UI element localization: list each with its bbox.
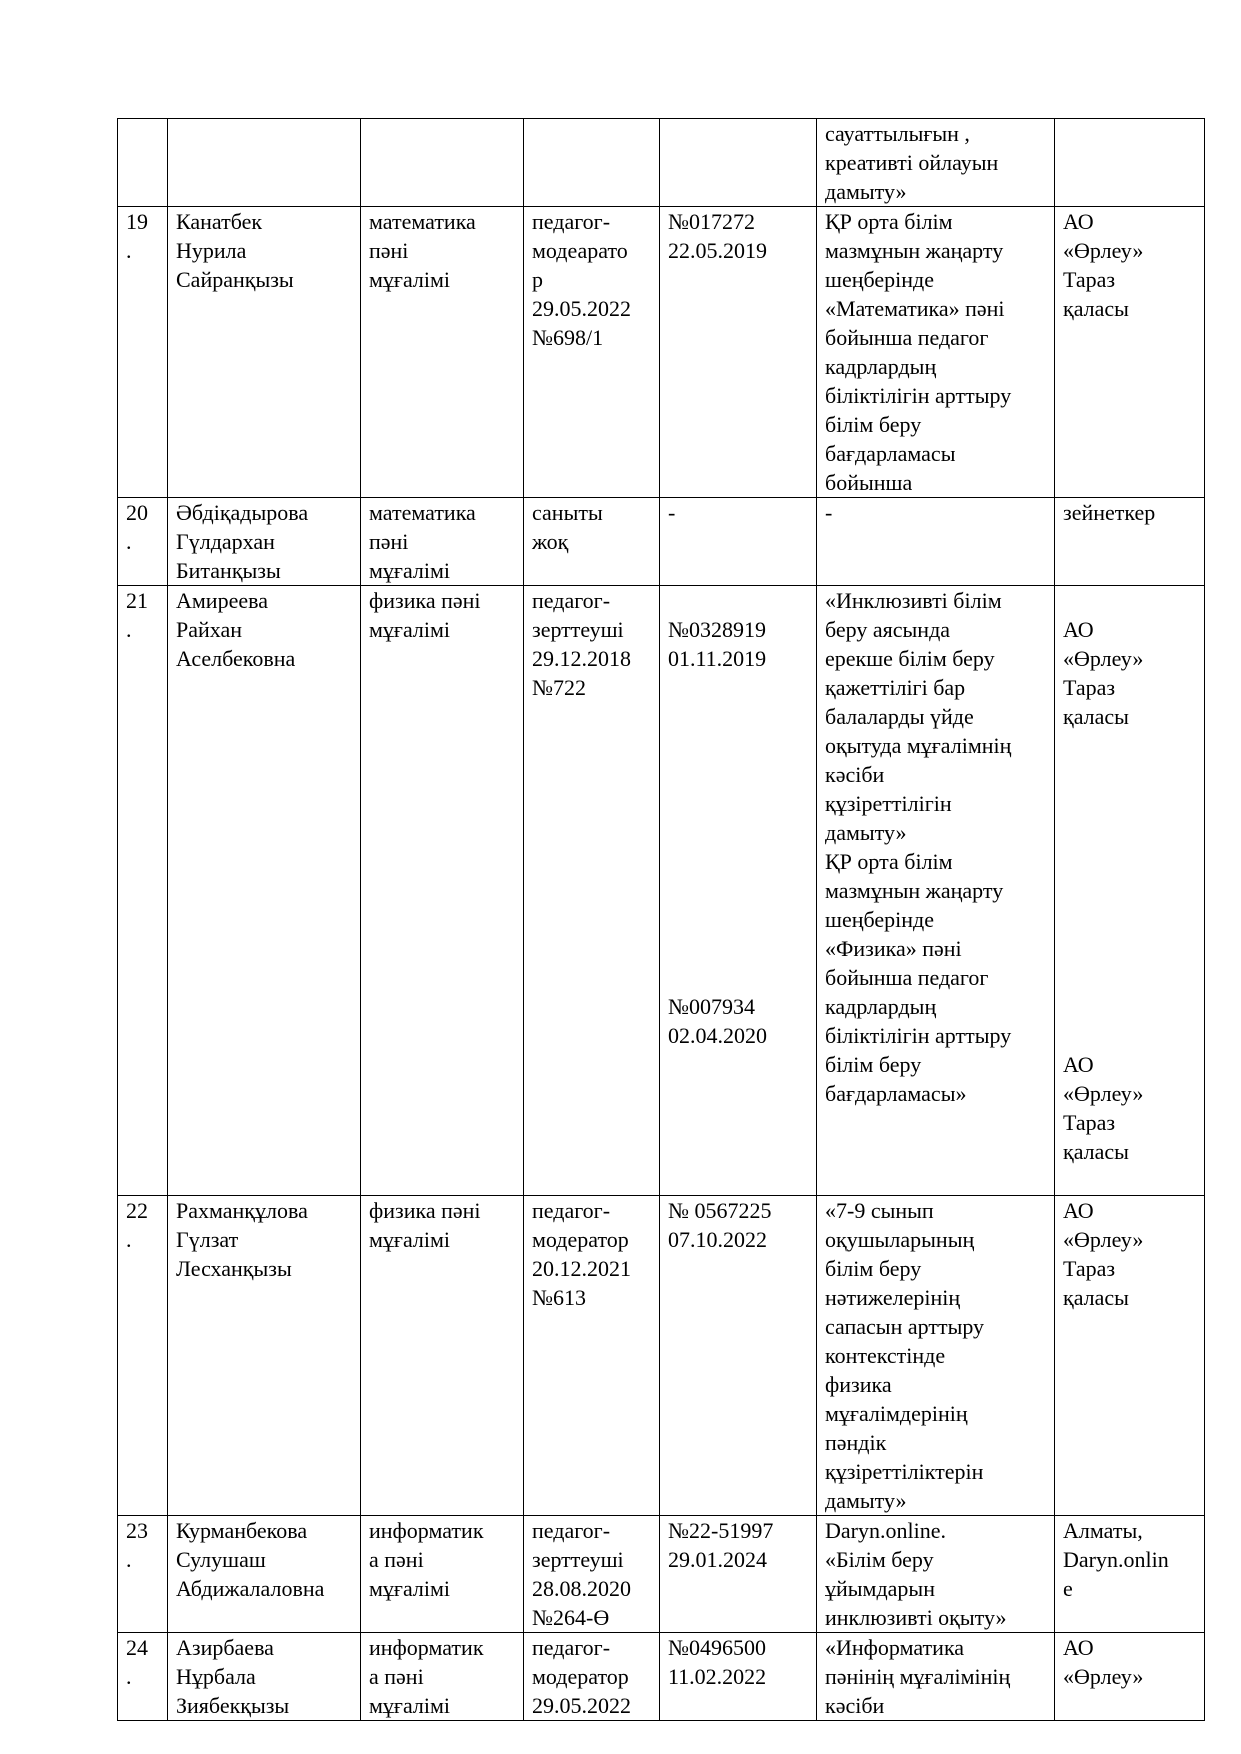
course-title: ҚР орта білім мазмұнын жаңарту шеңберінде «Математика» пәні бойынша педагог кадрлардың біліктілігін арттыру білім беру бағдарламасы бойынша bbox=[817, 207, 1055, 498]
course-place: Алматы, Daryn.onlin e bbox=[1055, 1516, 1205, 1633]
subject: физика пәні мұғалімі bbox=[361, 586, 524, 1196]
spacer bbox=[668, 876, 812, 905]
subject bbox=[361, 119, 524, 207]
certificate: №0496500 11.02.2022 bbox=[660, 1633, 817, 1721]
spacer bbox=[1063, 992, 1200, 1021]
certificate: №017272 22.05.2019 bbox=[660, 207, 817, 498]
course-place: АО «Өрлеу» Тараз қаласы bbox=[1063, 1052, 1144, 1164]
course-place bbox=[1055, 119, 1205, 207]
certificate: №22-51997 29.01.2024 bbox=[660, 1516, 817, 1633]
spacer bbox=[1063, 876, 1200, 905]
row-number: 20 . bbox=[118, 498, 168, 586]
course-place: зейнеткер bbox=[1055, 498, 1205, 586]
category: педагог- зерттеуші 29.12.2018 №722 bbox=[524, 586, 660, 1196]
course-title: сауаттылығын , креативті ойлауын дамыту» bbox=[817, 119, 1055, 207]
spacer bbox=[668, 760, 812, 789]
course-title: «7-9 сынып оқушыларының білім беру нәтижелерінің сапасын арттыру контекстінде физика мұғалімдерінің пәндік құзіреттіліктерін дамыту» bbox=[817, 1196, 1055, 1516]
spacer bbox=[1063, 760, 1200, 789]
category bbox=[524, 119, 660, 207]
spacer bbox=[1063, 934, 1200, 963]
table-row bbox=[118, 498, 1205, 586]
teacher-name: Канатбек Нурила Сайранқызы bbox=[168, 207, 361, 498]
spacer bbox=[668, 818, 812, 847]
subject: информатик а пәні мұғалімі bbox=[361, 1633, 524, 1721]
table-row bbox=[118, 119, 1205, 207]
subject: математика пәні мұғалімі bbox=[361, 498, 524, 586]
table-row bbox=[118, 586, 1205, 1196]
teacher-name: Курманбекова Сулушаш Абдижалаловна bbox=[168, 1516, 361, 1633]
category: педагог- зерттеуші 28.08.2020 №264-Ө bbox=[524, 1516, 660, 1633]
table-row bbox=[118, 1516, 1205, 1633]
teacher-name bbox=[168, 119, 361, 207]
course-title: - bbox=[817, 498, 1055, 586]
row-number: 19 . bbox=[118, 207, 168, 498]
category: педагог- модератор 29.05.2022 bbox=[524, 1633, 660, 1721]
course-title: Daryn.online. «Білім беру ұйымдарын инклюзивті оқыту» bbox=[817, 1516, 1055, 1633]
category: саныты жоқ bbox=[524, 498, 660, 586]
certificate: - bbox=[660, 498, 817, 586]
row-number: 24 . bbox=[118, 1633, 168, 1721]
row-number: 23 . bbox=[118, 1516, 168, 1633]
teacher-name: Рахманқұлова Гүлзат Лесханқызы bbox=[168, 1196, 361, 1516]
spacer bbox=[668, 702, 812, 731]
spacer bbox=[1063, 818, 1200, 847]
teacher-name: Азирбаева Нұрбала Зиябекқызы bbox=[168, 1633, 361, 1721]
subject: математика пәні мұғалімі bbox=[361, 207, 524, 498]
subject: физика пәні мұғалімі bbox=[361, 1196, 524, 1516]
certificate: № 0567225 07.10.2022 bbox=[660, 1196, 817, 1516]
course-place-cell bbox=[1055, 586, 1205, 1196]
course-place: АО «Өрлеу» Тараз қаласы bbox=[1055, 207, 1205, 498]
row-number bbox=[118, 119, 168, 207]
row-number: 21 . bbox=[118, 586, 168, 1196]
certificate: №0328919 01.11.2019 bbox=[668, 617, 767, 671]
table-row bbox=[118, 1196, 1205, 1516]
category: педагог- модеарато р 29.05.2022 №698/1 bbox=[524, 207, 660, 498]
teacher-name: Әбдіқадырова Гүлдархан Битанқызы bbox=[168, 498, 361, 586]
teacher-name: Амиреева Райхан Аселбековна bbox=[168, 586, 361, 1196]
course-place: АО «Өрлеу» bbox=[1055, 1633, 1205, 1721]
course-title: «Информатика пәнінің мұғалімінің кәсіби bbox=[817, 1633, 1055, 1721]
teachers-table bbox=[117, 118, 1205, 1721]
subject: информатик а пәні мұғалімі bbox=[361, 1516, 524, 1633]
table-row bbox=[118, 1633, 1205, 1721]
course-place: АО «Өрлеу» Тараз қаласы bbox=[1063, 617, 1144, 729]
category: педагог- модератор 20.12.2021 №613 bbox=[524, 1196, 660, 1516]
table-row bbox=[118, 207, 1205, 498]
certificate: №007934 02.04.2020 bbox=[668, 994, 767, 1048]
certificate-cell bbox=[660, 586, 817, 1196]
row-number: 22 . bbox=[118, 1196, 168, 1516]
spacer bbox=[668, 934, 812, 963]
course-title: «Инклюзивті білім беру аясында ерекше білім беру қажеттілігі бар балаларды үйде оқытуда мұғалімнің кәсіби құзіреттілігін дамыту» ҚР орта білім мазмұнын жаңарту шеңберінде «Физика» пәні бойынша педагог кадрлардың біліктілігін арттыру білім беру бағдарламасы» bbox=[817, 586, 1055, 1196]
certificate bbox=[660, 119, 817, 207]
course-place: АО «Өрлеу» Тараз қаласы bbox=[1055, 1196, 1205, 1516]
